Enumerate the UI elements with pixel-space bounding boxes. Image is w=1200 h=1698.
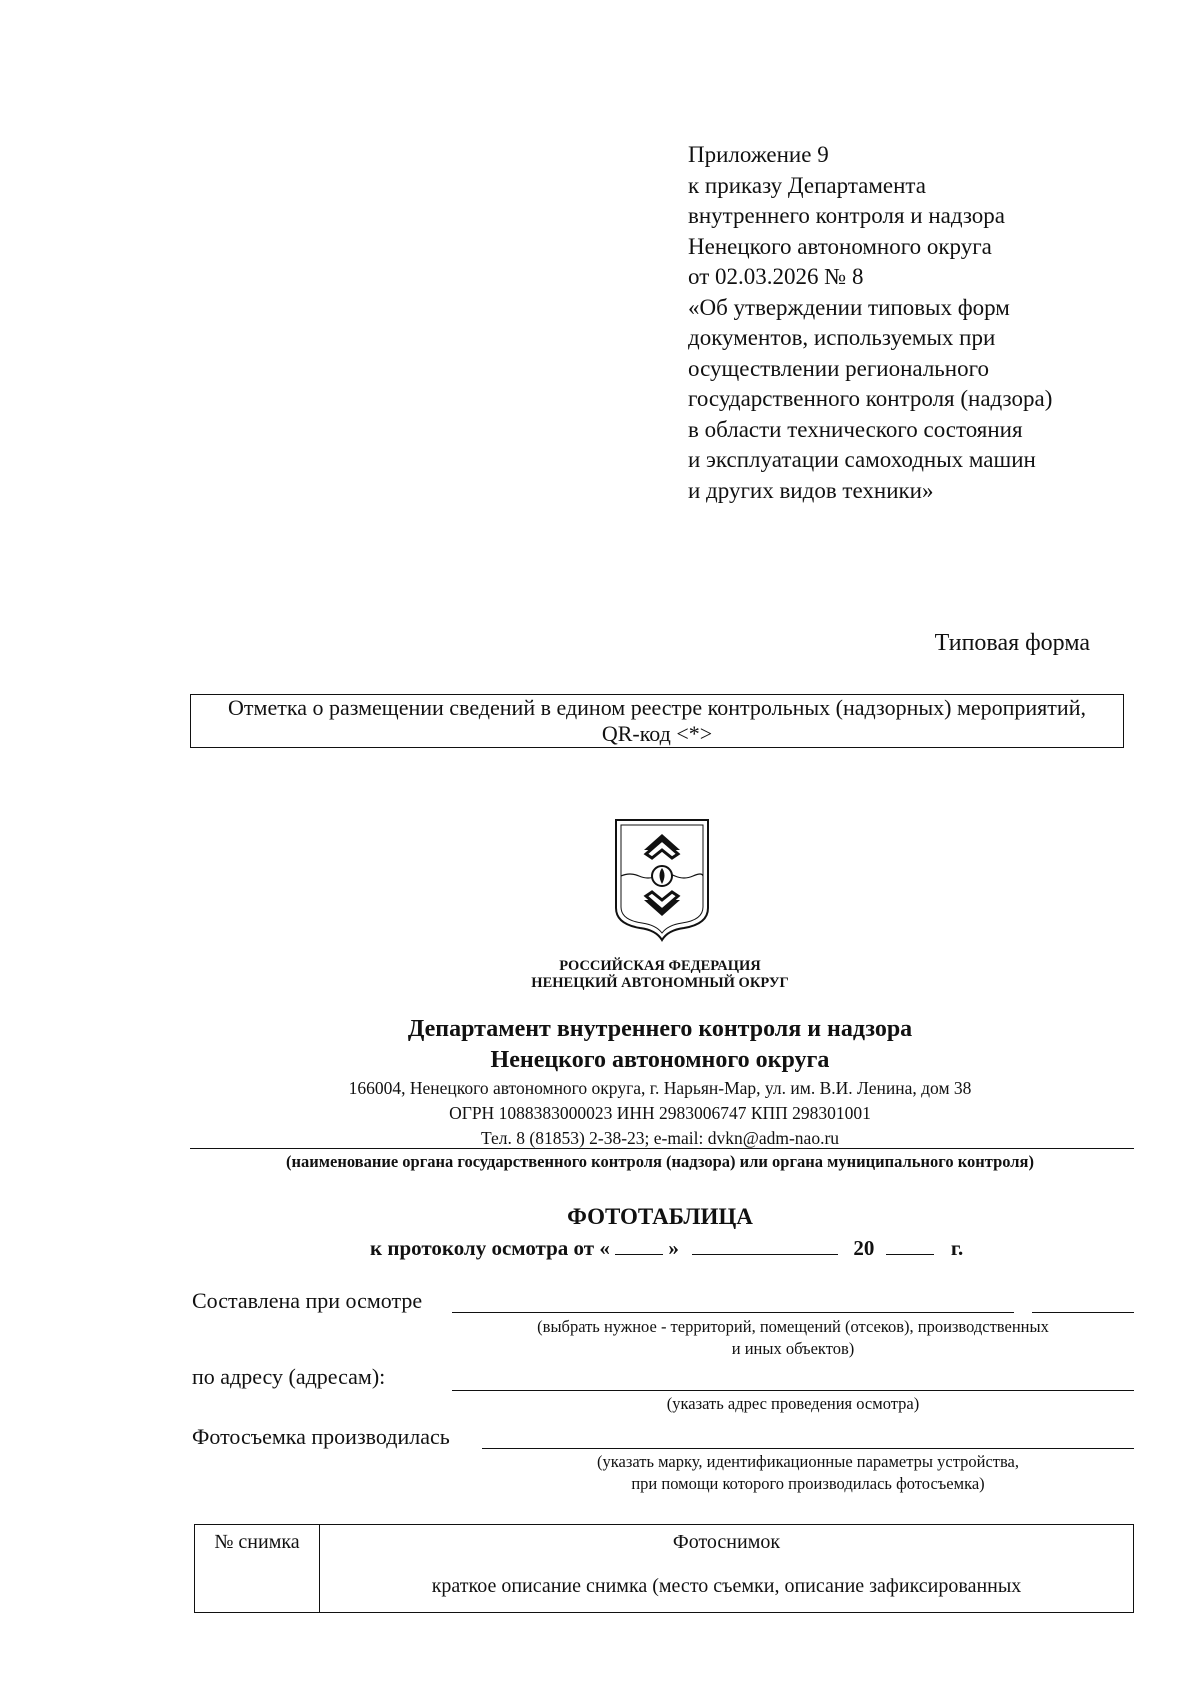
photo-device-caption [482,1451,1134,1495]
year-suffix: г. [950,1236,964,1260]
month-blank[interactable] [692,1236,838,1255]
registry-mark-line1: Отметка о размещении сведений в едином реестре контрольных (надзорных) мероприятий, [228,695,1086,720]
department-phone-email: Тел. 8 (81853) 2-38-23; e-mail: dvkn@adm-nao.ru [480,1128,840,1148]
photo-column-cell [320,1525,1134,1613]
organ-caption: (наименование органа государственного контроля (надзора) или органа муниципального контроля) [286,1152,1034,1171]
address-field-line[interactable] [452,1390,1134,1391]
appendix-line: от 02.03.2026 № 8 [688,264,864,289]
appendix-line: «Об утверждении типовых форм [688,294,1010,320]
quote-close: » [668,1236,679,1260]
appendix-line: осуществлении регионального [688,355,989,381]
department-address: 166004, Ненецкого автономного округа, г. Нарьян-Мар, ул. им. В.И. Ленина, дом 38 [348,1078,972,1098]
photo-description: краткое описание снимка (место съемки, описание зафиксированных [431,1575,1022,1597]
appendix-line: к приказу Департамента [688,172,926,198]
registry-mark-line2: QR-код <*> [601,721,713,746]
department-contacts [0,1076,1200,1151]
table-row [195,1525,1134,1613]
department-name [0,1014,1200,1076]
appendix-line: и эксплуатации самоходных машин [688,447,1036,472]
photo-device-label: Фотосъемка производилась [192,1424,450,1449]
appendix-line: документов, используемых при [688,325,996,350]
coat-of-arms-icon [612,818,712,942]
appendix-line: в области технического состояния [688,416,1023,442]
protocol-date-line [370,1236,963,1261]
registry-mark-box [190,694,1124,748]
header-divider [190,1148,1134,1149]
appendix-line: внутреннего контроля и надзора [688,203,1006,228]
photo-number-header: № снимка [195,1525,320,1613]
composed-caption [452,1316,1134,1360]
okrug-title: НЕНЕЦКИЙ АВТОНОМНЫЙ ОКРУГ [531,975,789,991]
day-blank[interactable] [615,1236,663,1255]
federation-title: РОССИЙСКАЯ ФЕДЕРАЦИЯ [559,958,761,974]
appendix-block [688,140,1052,506]
photo-table [194,1524,1134,1613]
photo-device-caption-line2: при помощи которого производилась фотосъемка) [631,1474,985,1493]
composed-caption-line1: (выбрать нужное - территорий, помещений (отсеков), производственных [537,1317,1049,1336]
year-blank[interactable] [886,1236,934,1255]
department-line2: Ненецкого автономного округа [490,1047,830,1073]
form-type-label: Типовая форма [934,630,1090,656]
composed-field-line[interactable] [452,1312,1014,1313]
composed-caption-line2: и иных объектов) [731,1339,855,1358]
document-title: ФОТОТАБЛИЦА [567,1204,753,1229]
appendix-line: Приложение 9 [688,142,829,167]
composed-label: Составлена при осмотре [192,1288,423,1313]
photo-header: Фотоснимок [672,1531,781,1553]
appendix-line: Ненецкого автономного округа [688,233,992,259]
composed-field-line-2[interactable] [1032,1312,1134,1313]
appendix-line: государственного контроля (надзора) [688,386,1053,411]
department-line1: Департамент внутреннего контроля и надзора [407,1016,913,1042]
photo-device-caption-line1: (указать марку, идентификационные параметры устройства, [596,1452,1019,1471]
address-label: по адресу (адресам): [192,1364,386,1389]
protocol-prefix: к протоколу осмотра от « [370,1236,610,1260]
appendix-line: и других видов техники» [688,477,934,503]
department-ids: ОГРН 1088383000023 ИНН 2983006747 КПП 298301001 [449,1103,871,1123]
year-prefix: 20 [853,1236,875,1260]
federation-header [0,958,1200,992]
photo-device-field-line[interactable] [482,1448,1134,1449]
address-caption: (указать адрес проведения осмотра) [666,1394,920,1413]
